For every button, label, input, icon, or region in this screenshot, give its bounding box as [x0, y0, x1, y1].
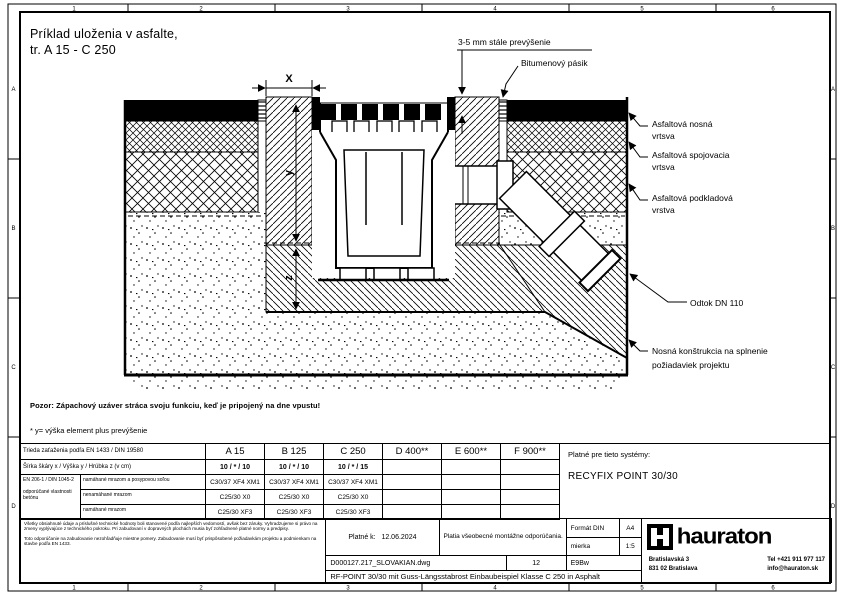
general-note-cell: Platia všeobecné montážne odporúčania.: [439, 519, 566, 556]
valid-date-cell: [326, 519, 439, 556]
dimension-value: 10 / * / 10: [265, 460, 324, 475]
base-supports: [340, 268, 434, 280]
warning-note: Pozor: Zápachový uzáver stráca svoju funkciu, keď je pripojený na dne vpustu!: [30, 401, 321, 410]
dimension-value: [383, 460, 442, 475]
concrete-norm-cell: [21, 475, 81, 520]
dimension-value: 10 / * / 10: [206, 460, 265, 475]
dimension-row-label: Šírka škáry x / Výška y / Hrúbka z (v cm): [21, 460, 206, 475]
system-name: RECYFIX POINT 30/30: [568, 471, 678, 482]
footnote: * y= výška element plus prevýšenie: [30, 426, 148, 435]
grid-row-label: D: [11, 504, 16, 510]
scale-label: mierka: [566, 538, 619, 556]
company-address: [649, 556, 698, 574]
grid-col-label: 5: [640, 6, 644, 13]
disclaimer-paragraph-1: Všetky obsiahnuté údaje a príslušné technické hodnoty boli stanovené podľa najlepších vedomostí, avšak bez záruky. Vyhradzujeme si právo na zmeny vyplývajúce z technického pokroku. Pri zabudovaní v dopravných plochách musia byť zohľadnené platné normy a predpisy.: [24, 521, 318, 532]
asphalt-wearing-course: [125, 100, 258, 121]
drawing-description: RF-POINT 30/30 mit Guss-Längsstabrost Einbaubeispiel Klasse C 250 in Asphalt: [326, 571, 641, 583]
disclaimer-cell: [21, 519, 326, 583]
sheet-number: 12: [506, 556, 566, 571]
grid-col-label: 6: [771, 585, 775, 592]
grid-col-label: 4: [493, 6, 497, 13]
author-initials: E9Bw: [566, 556, 641, 571]
concrete-row-label: namáhané mrazom a posypovou soľou: [81, 475, 206, 490]
concrete-value: [442, 475, 501, 490]
grid-row-label: A: [11, 87, 16, 93]
disclaimer-paragraph-2: Toto odporúčanie na zabudovanie nezohľadňuje miestne pomery. Zabudovanie musí byť prispôsobené požiadavkám projektu a podmienkam na stavbe podľa EN 1433.: [24, 535, 317, 546]
annotation-bitumen-strip: Bitumenový pásik: [521, 58, 588, 68]
grid-row-label: B: [830, 226, 836, 232]
dim-y-label: y: [283, 169, 295, 177]
asphalt-binder-course: [125, 121, 258, 152]
grid-col-label: 6: [771, 6, 775, 13]
systems-panel: [559, 443, 830, 519]
concrete-value: C25/30 XF3: [324, 505, 383, 520]
annotation-binder-course: Asfaltová spojovacia: [652, 150, 730, 160]
class-header: A 15: [206, 444, 265, 460]
format-label: Formát DIN: [566, 519, 619, 538]
concrete-value: [442, 490, 501, 505]
grid-row-label: A: [830, 87, 836, 93]
hauraton-logo-icon: [647, 524, 673, 550]
grid-col-label: 2: [199, 585, 203, 592]
concrete-norm: EN 206-1 / DIN 1045-2: [23, 477, 74, 483]
concrete-value: C30/37 XF4 XM1: [206, 475, 265, 490]
concrete-value: C30/37 XF4 XM1: [324, 475, 383, 490]
grid-col-label: 5: [640, 585, 644, 592]
sludge-bucket: [344, 150, 424, 256]
annotation-base-course-2: vrstva: [652, 205, 675, 215]
concrete-value: C25/30 X0: [324, 490, 383, 505]
grid-col-label: 1: [72, 585, 76, 592]
valid-date: 12.06.2024: [381, 533, 417, 541]
grid-row-label: C: [830, 365, 836, 371]
concrete-row-label: nenamáhané mrazom: [81, 490, 206, 505]
address-line1: Bratislavská 3: [648, 557, 690, 563]
spec-table: [20, 443, 560, 520]
grid-row-label: D: [830, 504, 836, 510]
grid-row-label: B: [11, 226, 16, 232]
soil-spill-hatch: [132, 376, 620, 389]
concrete-value: C25/30 XF3: [265, 505, 324, 520]
class-header: E 600**: [442, 444, 501, 460]
annotation-base-course: Asfaltová podkladová: [652, 193, 733, 203]
annotation-structure-2: požiadaviek projektu: [652, 360, 730, 370]
bitumen-strip-right: [499, 100, 507, 121]
concrete-note: odporúčané vlastnosti betónu: [23, 489, 72, 501]
drawing-title-line2: tr. A 15 - C 250: [30, 43, 116, 58]
class-header: C 250: [324, 444, 383, 460]
drawing-title: [30, 26, 178, 59]
company-contact: [767, 556, 825, 574]
dimension-value: [442, 460, 501, 475]
concrete-value: C30/37 XF4 XM1: [265, 475, 324, 490]
annotation-binder-course-2: vrtsva: [652, 162, 675, 172]
grid-col-label: 3: [346, 6, 350, 13]
drawing-title-line1: Príklad uloženia v asfalte,: [30, 27, 178, 41]
address-line2: 831 02 Bratislava: [648, 566, 698, 572]
concrete-value: [383, 475, 442, 490]
grid-col-label: 1: [72, 6, 76, 13]
drain-unit: [312, 97, 455, 280]
asphalt-layers-left: [125, 100, 258, 212]
title-block: [20, 518, 832, 583]
company-cell: [641, 519, 831, 583]
brand-wordmark: hauraton: [676, 524, 772, 549]
annotation-wearing-course-2: vrtsva: [652, 131, 675, 141]
drawing-filename: D000127.217_SLOVAKIAN.dwg: [326, 556, 506, 571]
concrete-row-label: namáhané mrazom: [81, 505, 206, 520]
cross-section: [124, 97, 628, 389]
systems-panel-label: Platné pre tieto systémy:: [568, 450, 651, 459]
grid-row-label: C: [11, 365, 16, 371]
grid-col-label: 2: [199, 6, 203, 13]
grid-col-label: 3: [346, 585, 350, 592]
annotation-outlet: Odtok DN 110: [690, 298, 744, 308]
concrete-value: [501, 475, 560, 490]
scale-value: 1:5: [619, 538, 641, 556]
annotation-protrusion: 3-5 mm stále prevýšenie: [458, 37, 551, 47]
concrete-value: [383, 490, 442, 505]
dimension-value: [501, 460, 560, 475]
asphalt-base-course: [125, 152, 258, 212]
format-value: A4: [619, 519, 641, 538]
class-header: F 900**: [501, 444, 560, 460]
grid-col-label: 4: [493, 585, 497, 592]
class-header: B 125: [265, 444, 324, 460]
concrete-value: [501, 490, 560, 505]
concrete-value: C25/30 X0: [206, 490, 265, 505]
load-class-label: Trieda zaťaženia podľa EN 1433 / DIN 19580: [21, 444, 206, 460]
dim-x-label: X: [285, 73, 293, 85]
annotation-structure: Nosná konštrukcia na splnenie: [652, 346, 768, 356]
bitumen-strip-left: [258, 100, 266, 121]
concrete-value: C25/30 XF3: [206, 505, 265, 520]
class-header: D 400**: [383, 444, 442, 460]
concrete-value: C25/30 X0: [265, 490, 324, 505]
email: info@hauraton.sk: [767, 566, 819, 572]
dimension-value: 10 / * / 15: [324, 460, 383, 475]
phone: Tel +421 911 977 117: [767, 557, 825, 563]
dim-z-label: z: [283, 275, 295, 281]
annotation-wearing-course: Asfaltová nosná: [652, 119, 713, 129]
valid-label: Platné k:: [348, 533, 376, 541]
